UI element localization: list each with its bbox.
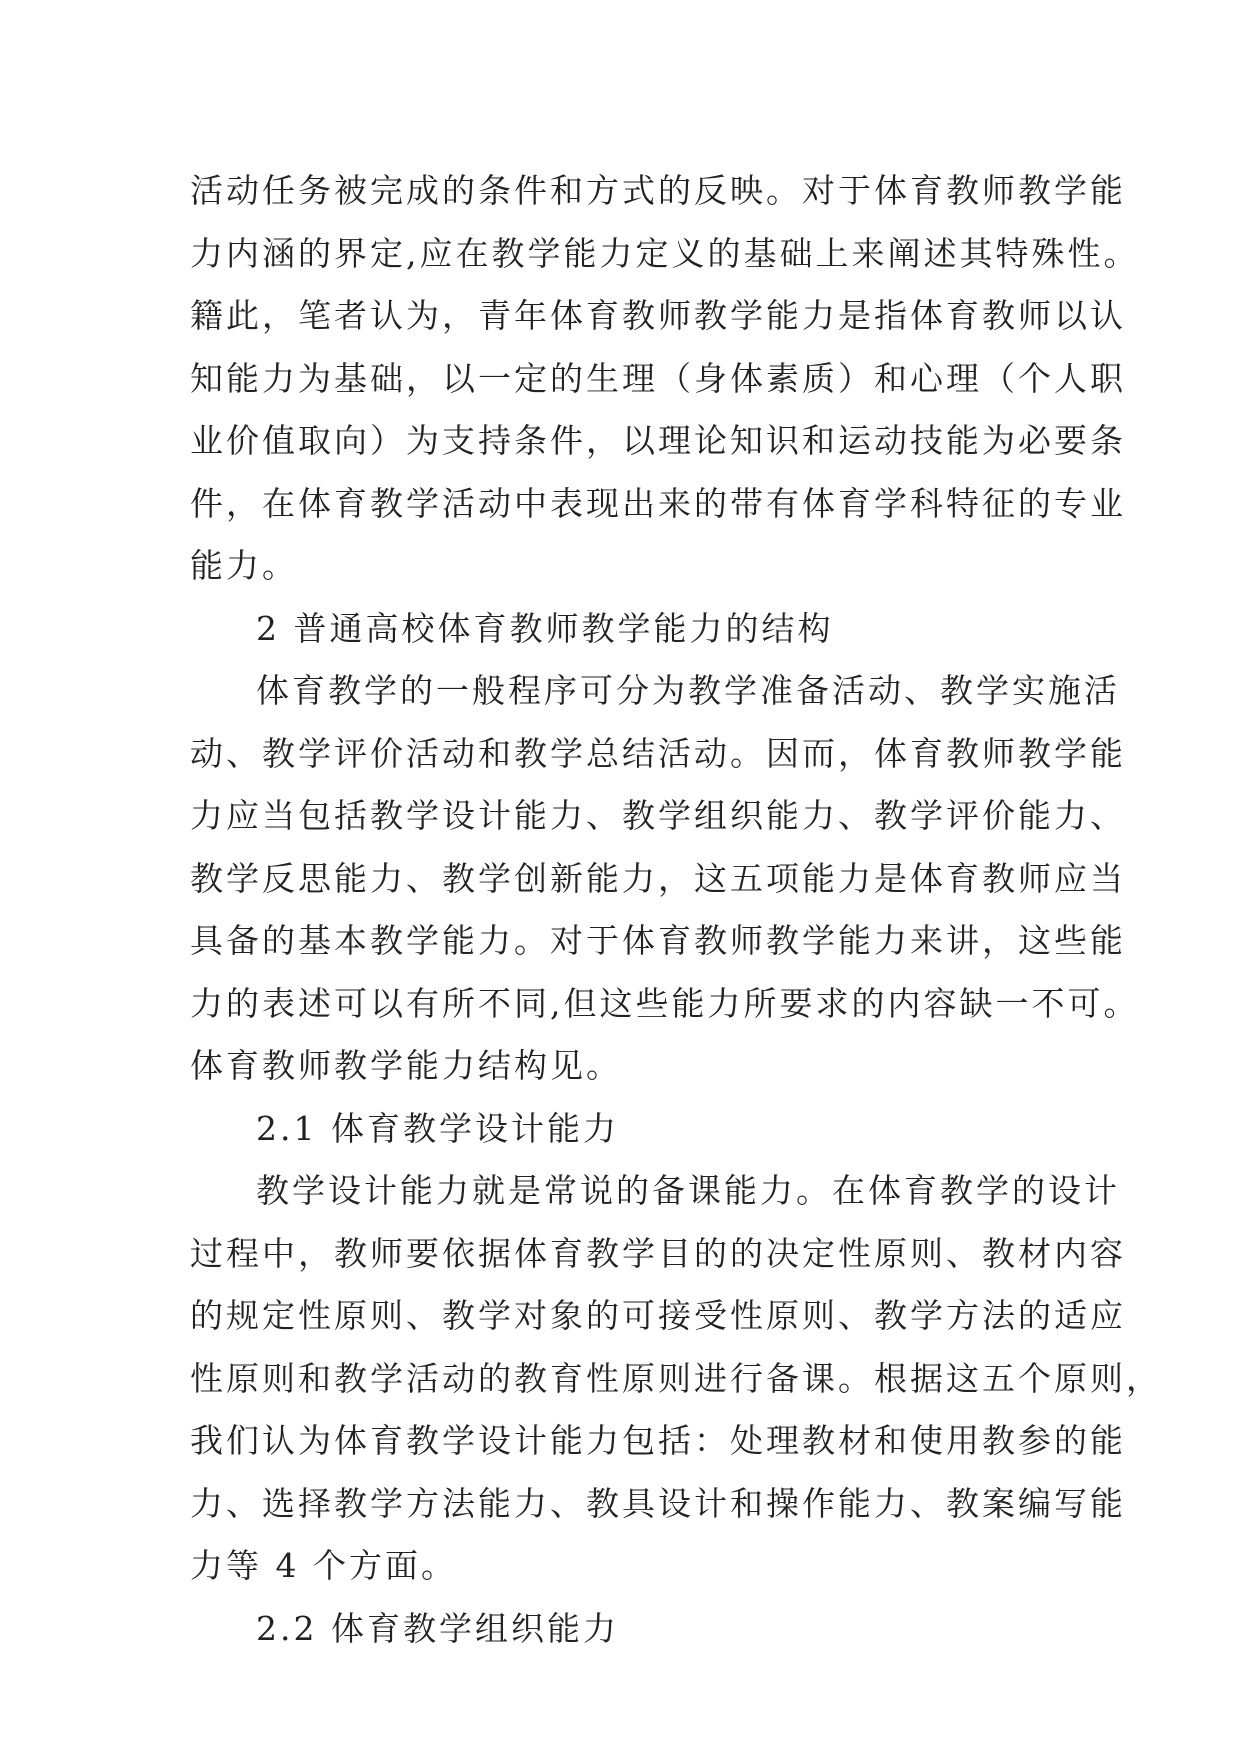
text-line: 力、选择教学方法能力、教具设计和操作能力、教案编写能: [190, 1483, 1126, 1523]
text-line: 教学反思能力、教学创新能力，这五项能力是体育教师应当: [190, 858, 1126, 898]
paragraph-structure: [190, 660, 1140, 1098]
text-line: 教学设计能力就是常说的备课能力。在体育教学的设计: [256, 1171, 1120, 1210]
text-line: 具备的基本教学能力。对于体育教师教学能力来讲，这些能: [190, 921, 1126, 960]
body-text: [190, 160, 1162, 1660]
text-line: 力应当包括教学设计能力、教学组织能力、教学评价能力、: [190, 796, 1126, 835]
text-line: 力内涵的界定,应在教学能力定义的基础上来阐述其特殊性。: [190, 233, 1140, 273]
paragraph-capability-definition: [190, 160, 1140, 598]
text-line: 业价值取向）为支持条件，以理论知识和运动技能为必要条: [190, 421, 1126, 460]
text-line: 动、教学评价活动和教学总结活动。因而，体育教师教学能: [190, 733, 1126, 773]
text-line: 体育教师教学能力结构见。: [190, 1046, 622, 1085]
text-line: 活动任务被完成的条件和方式的反映。对于体育教师教学能: [190, 171, 1126, 210]
text-line: 性原则和教学活动的教育性原则进行备课。根据这五个原则，: [190, 1358, 1162, 1398]
text-line: 知能力为基础，以一定的生理（身体素质）和心理（个人职: [190, 358, 1126, 398]
heading-text: 2.2 体育教学组织能力: [256, 1608, 619, 1648]
section-heading-2-1: [190, 1098, 1090, 1161]
text-line: 体育教学的一般程序可分为教学准备活动、教学实施活: [256, 671, 1120, 710]
text-line: 籍此，笔者认为，青年体育教师教学能力是指体育教师以认: [190, 296, 1126, 335]
text-line: 力的表述可以有所不同,但这些能力所要求的内容缺一不可。: [190, 983, 1140, 1023]
heading-text: 2 普通高校体育教师教学能力的结构: [256, 608, 834, 648]
text-line: 件，在体育教学活动中表现出来的带有体育学科特征的专业: [190, 483, 1126, 523]
section-heading-2: [190, 598, 1090, 661]
text-line: 能力。: [190, 546, 298, 585]
text-line: 的规定性原则、教学对象的可接受性原则、教学方法的适应: [190, 1296, 1126, 1335]
section-heading-2-2: [190, 1598, 1090, 1661]
text-line: 力等 4 个方面。: [190, 1546, 457, 1585]
text-line: 我们认为体育教学设计能力包括：处理教材和使用教参的能: [190, 1421, 1126, 1460]
paragraph-design-capability: [190, 1160, 1162, 1598]
text-line: 过程中，教师要依据体育教学目的的决定性原则、教材内容: [190, 1233, 1126, 1273]
heading-text: 2.1 体育教学设计能力: [256, 1108, 619, 1148]
